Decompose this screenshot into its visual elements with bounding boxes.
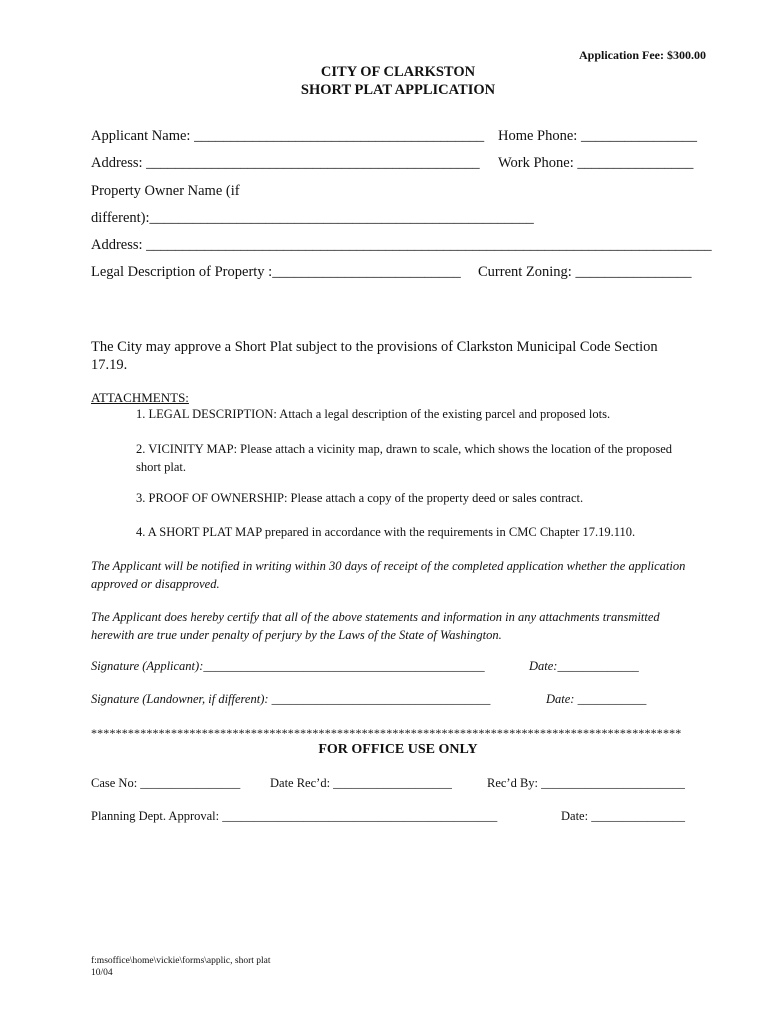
owner-address-field[interactable]: Address: ______________________________________________________________________________: [91, 237, 712, 253]
city-title: CITY OF CLARKSTON: [320, 64, 476, 80]
attachments-heading: ATTACHMENTS:: [91, 390, 189, 405]
case-number-field[interactable]: Case No: ________________: [91, 776, 241, 790]
home-phone-field[interactable]: Home Phone: ________________: [498, 128, 697, 144]
form-title: SHORT PLAT APPLICATION: [300, 82, 496, 98]
attachment-item: 2. VICINITY MAP: Please attach a vicinity map, drawn to scale, which shows the location of the proposed short plat.: [136, 442, 672, 474]
footer-revision-date: 10/04: [91, 968, 113, 978]
owner-name-label: Property Owner Name (if: [91, 183, 240, 199]
footer-file-path: f:msoffice\home\vickie\forms\applic, short plat: [91, 956, 271, 966]
received-by-field[interactable]: Rec’d By: _______________________: [487, 776, 685, 790]
legal-description-field[interactable]: Legal Description of Property :__________________________: [91, 264, 461, 280]
attachment-item: 4. A SHORT PLAT MAP prepared in accordance with the requirements in CMC Chapter 17.19.110.: [136, 525, 636, 539]
applicant-name-field[interactable]: Applicant Name: ________________________________________: [91, 128, 485, 144]
attachment-item: 1. LEGAL DESCRIPTION: Attach a legal description of the existing parcel and proposed lots.: [136, 407, 611, 421]
office-use-heading: FOR OFFICE USE ONLY: [318, 742, 478, 757]
work-phone-field[interactable]: Work Phone: ________________: [498, 155, 694, 171]
landowner-signature-field[interactable]: Signature (Landowner, if different): ___________________________________: [91, 692, 491, 706]
application-fee: Application Fee: $300.00: [579, 48, 706, 62]
planning-approval-field[interactable]: Planning Dept. Approval: ____________________________________________: [91, 809, 498, 823]
owner-name-field[interactable]: different):_____________________________________________________: [91, 210, 534, 226]
applicant-date-field[interactable]: Date:_____________: [529, 659, 639, 673]
planning-date-field[interactable]: Date: _______________: [561, 809, 685, 823]
separator-line: ************************************************************************************************: [91, 726, 682, 740]
landowner-date-field[interactable]: Date: ___________: [546, 692, 647, 706]
applicant-signature-field[interactable]: Signature (Applicant):_____________________________________________: [91, 659, 485, 673]
notification-notice: The Applicant will be notified in writing within 30 days of receipt of the completed application whether the application approved or disapproved.: [91, 559, 686, 591]
certification-statement: The Applicant does hereby certify that all of the above statements and information in any attachments transmitted herewith are true under penalty of perjury by the Laws of the State of Washington.: [91, 610, 660, 642]
address-field[interactable]: Address: ______________________________________________: [91, 155, 480, 171]
current-zoning-field[interactable]: Current Zoning: ________________: [478, 264, 692, 280]
intro-text: The City may approve a Short Plat subject to the provisions of Clarkston Municipal Code Section 17.19.: [91, 339, 658, 373]
date-received-field[interactable]: Date Rec’d: ___________________: [270, 776, 452, 790]
attachment-item: 3. PROOF OF OWNERSHIP: Please attach a copy of the property deed or sales contract.: [136, 491, 584, 505]
